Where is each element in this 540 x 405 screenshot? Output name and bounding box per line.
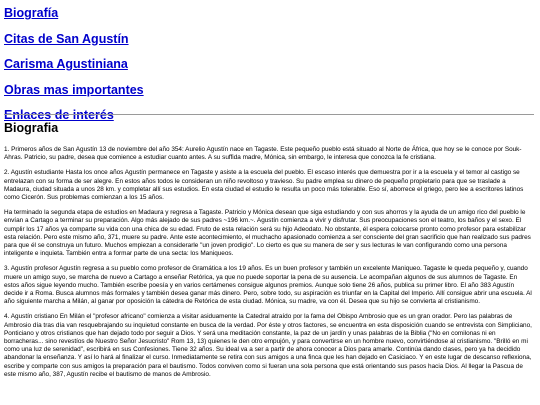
biography-section: [4, 121, 532, 386]
table-of-contents: [0, 0, 540, 123]
paragraph-cartago: Ha terminado la segunda etapa de estudios en Madaura y regresa a Tagaste. Patricio y Mónica desean que siga estudiando y con sus ahorros y la ayuda de un amigo rico del pueblo le envían a Cartago a terminar su preparación. Algo más alejado de sus padres ~196 km.~. Agustín comienza a vivir y disfrutar. Sus preocupaciones son el teatro, los baños y el sexo. El cumplir los 17 años ya comparte su vida con una chica de su edad. Fruto de esta relación será su hijo Adeodato. No obstante, él espera colocarse pronto como profesor para estabilizar esta relación. Pero este mismo año, 371, muere su padre. Ante este acontecimiento, el muchacho apasionado comienza a ser consciente del gran sacrificio que han realizado sus padres para que él se construya un futuro. Muchos empiezan a considerarle "un joven prodigio". Lo cierto es que su manera de ser y sus lecturas le van configurando como una persona inteligente e inquieta. También entra a formar parte de una secta: los Maniqueos.: [4, 209, 531, 258]
paragraph-christian: 4. Agustín cristiano En Milán el "profesor africano" comienza a visitar asiduamente la Catedral atraído por la fama del Obispo Ambrosio que es un gran orador. Pero las palabras de Ambrosio día tras día van resquebrajando su inquietud constante en busca de la verdad. Por éste y otros factores, se encuentra en esta disposición cuando se entrevista con Simpliciano, Ponticiano y otros cristianos que han dejado todo por seguir a Dios. Y será una meditación constante, la paz de un jardín y unas palabras de la Biblia ("No en comilonas ni en borracheras... sino revestíos de Nuestro Señor Jesucristo" Rom 13, 13) quienes le den otro empujón, y para convertirse en un hombre nuevo, convirtiéndose al cristianismo. "Brilló en mi como una luz de serenidad", escribirá en sus Confesiones. Tiene 32 años. Su ideal va a ser a partir de ahora conocer a Dios para amarle. Continúa dando clases, pero ya ha decidido abandonar la enseñanza. Y así lo hará al finalizar el curso. Inmediatamente se retira con sus amigos a una finca que les han dejado en Casiciaco. Y en este lugar de descanso reflexiona, escribe y comparte con sus amigos la preparación para el bautismo. Todos conviven como si fueran una sola persona que está orientando sus pasos hacia Dios. Al llegar la Pascua de este mismo año, 387, Agustín recibe el bautismo de manos de Ambrosio.: [4, 313, 532, 378]
paragraph-early-years: 1. Primeros años de San Agustín 13 de noviembre del año 354: Aurelio Agustín nace en Tagaste. Este pequeño pueblo está situado al Norte de África, que hoy se le conoce por Souk-Ahras. Patricio, su padre, desea que comience a estudiar cuanto antes. A su suffida madre, Mónica, sin embargo, le interesa que conozca la fe cristiana.: [4, 146, 522, 162]
paragraph-teacher: 3. Agustín profesor Agustín regresa a su pueblo como profesor de Gramática a los 19 años. Es un buen profesor y también un excelente Maniqueo. Tagaste le queda pequeño y, cuando muere un amigo suyo, se marcha de nuevo a Cartago a enseñar Retórica, ya que no puede soportar la pena de su ausencia. Le acompañan algunos de sus alumnos de Tagaste. En estos años sigue leyendo mucho. También escribe poesía y en varios certámenes consigue algunos premios. Aunque solo tiene 26 años, publica su primer libro. El año 383 Agustín decide ir a Roma. Busca alumnos más formales y también desea ganar más dinero. Pero, sobre todo, su aspiración es triunfar en la Capital del Imperio. Allí consigue abrir una escuela. Al año siguiente marcha a Milán, al ganar por oposición la cátedra de Retórica de esta ciudad. Mónica, su madre, va con él. Desea que su hijo se convierta al cristianismo.: [4, 265, 532, 306]
toc-link-enlaces[interactable]: Enlaces de interés: [4, 108, 114, 122]
toc-link-carisma[interactable]: Carisma Agustiniana: [4, 57, 128, 71]
paragraph-student: 2. Agustín estudiante Hasta los once años Agustín permanece en Tagaste y asiste a la escuela del pueblo. El escaso interés que demuestra por ir a la escuela y el temor al castigo se entrelazan con su forma de ser alegre. En estos años todos le consideran un niño revoltoso y travieso. Su padre emplea su dinero de pequeño propietario para que se traslade a Madaura, ciudad situada a unos 28 km. y completar allí sus estudios. En esta ciudad el estudio le resulta un poco más tolerable. Eso sí, aborrece el griego, pero lee a escritores latinos como Cicerón. Sus problemas comienzan a los 15 años.: [4, 169, 524, 202]
toc-link-obras[interactable]: Obras mas importantes: [4, 82, 144, 97]
section-divider: [4, 114, 534, 115]
section-heading: Biografia: [4, 121, 59, 135]
toc-link-citas[interactable]: Citas de San Agustín: [4, 31, 129, 46]
toc-link-biografia[interactable]: Biografía: [4, 6, 59, 20]
